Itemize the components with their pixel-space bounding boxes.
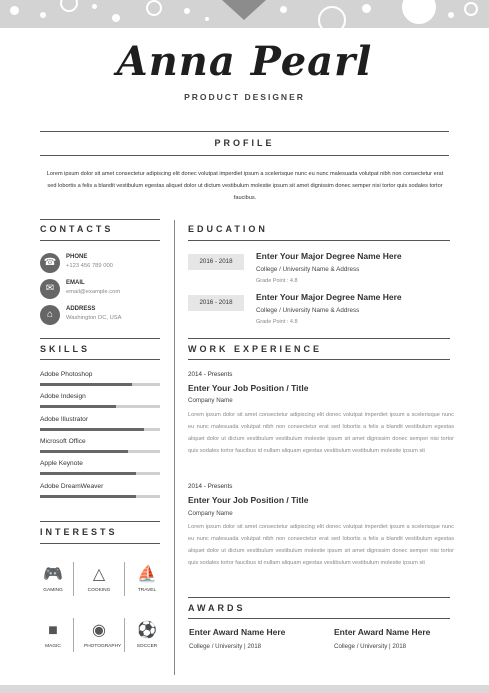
education-heading: EDUCATION <box>188 224 268 234</box>
candidate-name: Anna Pearl <box>116 38 373 85</box>
job-dates: 2014 - Presents <box>188 483 233 490</box>
divider <box>73 618 74 652</box>
camera-icon: ◉ <box>92 622 106 639</box>
divider <box>40 240 160 241</box>
magic-hat-icon: ■ <box>48 622 58 639</box>
skill-bar <box>40 495 160 498</box>
soccer-ball-icon: ⚽ <box>137 622 157 639</box>
job-company: Company Name <box>188 510 233 517</box>
contact-label: EMAIL <box>66 280 85 286</box>
skill-item <box>40 460 160 467</box>
decor-ring <box>464 2 478 16</box>
award-subtitle: College / University | 2018 <box>334 643 407 650</box>
skill-label: Adobe Photoshop <box>40 371 93 378</box>
decor-dot <box>402 0 436 24</box>
skill-label: Adobe Illustrator <box>40 416 89 423</box>
gamepad-icon: 🎮 <box>43 566 63 583</box>
interest-label: COOKING <box>87 588 111 593</box>
decor-dot <box>205 17 209 21</box>
interest-label: TRAVEL <box>137 588 157 593</box>
skill-bar <box>40 450 160 453</box>
interest-label: MAGIC <box>45 644 61 649</box>
contact-value: +123 456 789 000 <box>66 263 113 269</box>
skill-label: Microsoft Office <box>40 438 86 445</box>
interest-cooking <box>84 566 114 593</box>
email-icon: ✉ <box>40 279 60 299</box>
skill-item <box>40 416 160 423</box>
skill-bar-fill <box>40 405 116 408</box>
profile-heading: PROFILE <box>214 138 275 148</box>
award-subtitle: College / University | 2018 <box>189 643 262 650</box>
divider <box>73 562 74 596</box>
divider <box>40 131 449 132</box>
ship-icon: ⛵ <box>137 566 157 583</box>
skill-item <box>40 483 160 490</box>
bottom-decor-band <box>0 685 489 693</box>
divider <box>124 618 125 652</box>
divider <box>40 359 160 360</box>
contact-value: Washington DC, USA <box>66 315 122 321</box>
divider <box>40 155 449 156</box>
divider <box>188 359 450 360</box>
interest-magic <box>38 622 68 649</box>
skill-label: Apple Keynote <box>40 460 83 467</box>
skill-bar-fill <box>40 383 132 386</box>
job-description: Lorem ipsum dolor sit amet consectetur adipiscing elit donec volutpat imperdiet ipsum a scelerisque nunc eu nunc malesuada volutpat nibh non consectetur erat sed lobortis a felis a blandit vestibulum egestas aliquet dolor ut dictum vestibulum vestibulum molestie ipsum sit amet dignissim donec semper nisi tortor quis sodales tortor faucibus id nullam aliquam egestas vestibulum vestibulum molestie ipsum sit <box>188 412 454 454</box>
job-description: Lorem ipsum dolor sit amet consectetur adipiscing elit donec volutpat imperdiet ipsum a scelerisque nunc eu nunc malesuada volutpat nibh non consectetur erat sed lobortis a felis a blandit vestibulum egestas aliquet dolor ut dictum vestibulum vestibulum molestie ipsum sit amet dignissim donec semper nisi tortor quis sodales tortor faucibus id nullam aliquam egestas vestibulum vestibulum molestie ipsum sit <box>188 524 454 566</box>
skill-bar <box>40 472 160 475</box>
divider <box>40 338 160 339</box>
interest-label: GAMING <box>43 588 63 593</box>
skill-bar-fill <box>40 450 128 453</box>
decor-dot <box>10 6 19 15</box>
education-school: College / University Name & Address <box>256 307 360 314</box>
decor-dot <box>448 12 454 18</box>
decor-dot <box>40 12 46 18</box>
divider <box>188 338 450 339</box>
cloche-icon: △ <box>92 566 106 583</box>
decor-dot <box>280 6 287 13</box>
decor-triangle <box>222 0 266 20</box>
contact-label: PHONE <box>66 254 88 260</box>
education-degree: Enter Your Major Degree Name Here <box>256 251 402 261</box>
interests-heading: INTERESTS <box>40 527 118 537</box>
divider <box>40 543 160 544</box>
skill-item <box>40 393 160 400</box>
candidate-title: PRODUCT DESIGNER <box>184 92 305 102</box>
job-dates: 2014 - Presents <box>188 371 233 378</box>
skill-label: Adobe DreamWeaver <box>40 483 104 490</box>
experience-heading: WORK EXPERIENCE <box>188 344 323 354</box>
skill-label: Adobe Indesign <box>40 393 86 400</box>
job-title: Enter Your Job Position / Title <box>188 383 309 393</box>
decor-ring <box>318 6 346 28</box>
education-dates: 2016 - 2018 <box>188 295 244 311</box>
decor-dot <box>362 4 371 13</box>
column-divider <box>174 220 175 675</box>
award-title: Enter Award Name Here <box>334 627 431 637</box>
skill-bar-fill <box>40 472 136 475</box>
education-school: College / University Name & Address <box>256 266 360 273</box>
education-degree: Enter Your Major Degree Name Here <box>256 292 402 302</box>
skill-item <box>40 438 160 445</box>
home-icon: ⌂ <box>40 305 60 325</box>
contacts-heading: CONTACTS <box>40 224 114 234</box>
job-company: Company Name <box>188 397 233 404</box>
education-grade: Grade Point : 4.8 <box>256 278 298 284</box>
skill-bar-fill <box>40 428 144 431</box>
skill-item <box>40 371 160 378</box>
skill-bar-fill <box>40 495 136 498</box>
decor-dot <box>184 8 190 14</box>
profile-text: Lorem ipsum dolor sit amet consectetur adipiscing elit donec volutpat imperdiet ipsum a scelerisque nunc eu nunc malesuada volutpat nibh non consectetur erat sed lobortis a felis a blandit vestibulum egestas aliquet dolor ut dictum vestibulum molestie ipsum sit amet dignissim donec semper nisi tortor quis sodales tortor faucibus. <box>46 171 444 201</box>
divider <box>124 562 125 596</box>
divider <box>188 597 450 598</box>
skill-bar <box>40 428 160 431</box>
decor-ring <box>60 0 78 12</box>
divider <box>188 618 450 619</box>
decor-dot <box>92 4 97 9</box>
skill-bar <box>40 405 160 408</box>
award-title: Enter Award Name Here <box>189 627 286 637</box>
decor-ring <box>146 0 162 16</box>
education-dates: 2016 - 2018 <box>188 254 244 270</box>
interest-gaming <box>38 566 68 593</box>
contact-value: email@example.com <box>66 289 121 295</box>
interest-label: SOCCER <box>136 644 158 649</box>
contact-label: ADDRESS <box>66 306 96 312</box>
job-title: Enter Your Job Position / Title <box>188 495 309 505</box>
skill-bar <box>40 383 160 386</box>
divider <box>188 240 450 241</box>
interest-soccer <box>132 622 162 649</box>
decor-dot <box>112 14 120 22</box>
skills-heading: SKILLS <box>40 344 91 354</box>
interest-travel <box>132 566 162 593</box>
awards-heading: AWARDS <box>188 603 246 613</box>
education-grade: Grade Point : 4.8 <box>256 319 298 325</box>
interest-photography <box>84 622 122 649</box>
divider <box>40 521 160 522</box>
interest-label: PHOTOGRAPHY <box>84 644 122 649</box>
divider <box>40 219 160 220</box>
top-decor-band <box>0 0 489 28</box>
phone-icon: ☎ <box>40 253 60 273</box>
